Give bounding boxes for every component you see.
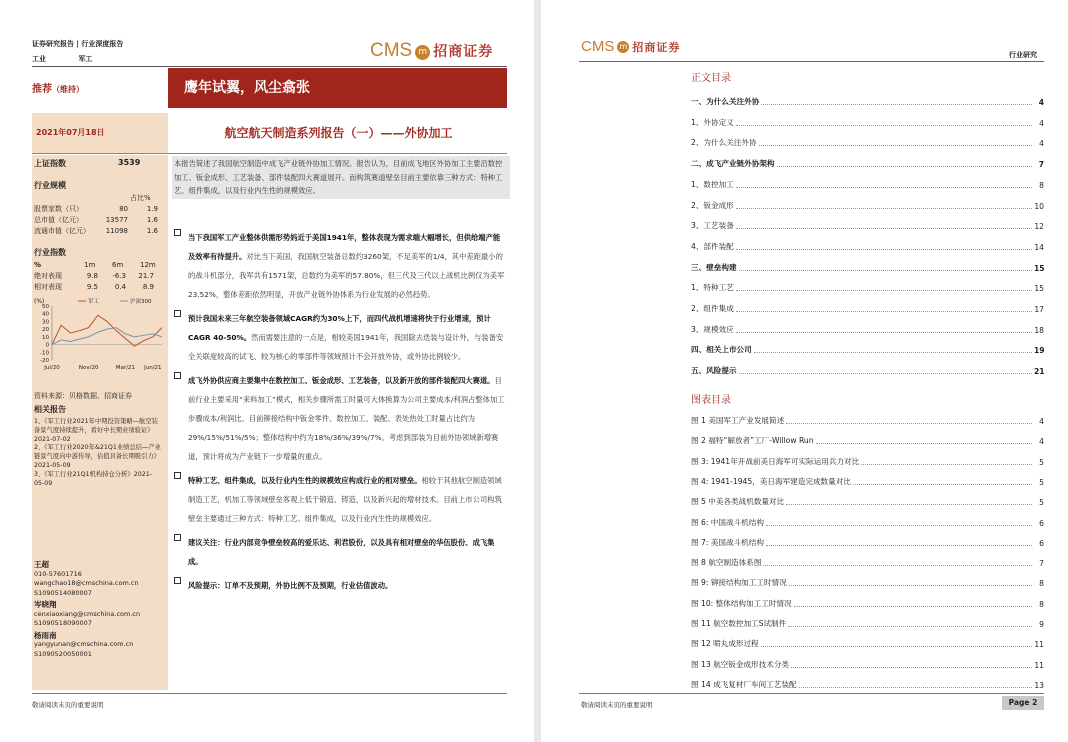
- figure-toc-entry[interactable]: [691, 618, 1044, 629]
- toc-leader: [736, 311, 1032, 312]
- figure-toc-entry[interactable]: [691, 456, 1044, 467]
- toc-entry-page: 15: [1034, 284, 1044, 294]
- scale-row-share: 1.9: [146, 205, 158, 213]
- analyst-phone: 010-57601716: [34, 569, 82, 578]
- bullet-lead: 成飞外协供应商主要集中在数控加工、钣金成形、工艺装备，以及新开放的部件装配四大赛道。: [188, 376, 495, 385]
- toc-entry-label: 1、外协定义: [691, 117, 734, 127]
- brand-logo-mark-icon: m: [415, 45, 430, 60]
- scale-row-name: 流通市值（亿元）: [34, 227, 90, 235]
- square-bullet-icon: [174, 577, 181, 584]
- header-sector-sub: 军工: [78, 55, 93, 63]
- figure-toc-title: 图表目录: [691, 395, 731, 406]
- index-row-value: 9.5: [86, 283, 98, 291]
- square-bullet-icon: [174, 229, 181, 236]
- index-row-value: 21.7: [138, 272, 154, 280]
- toc-entry[interactable]: [691, 262, 1044, 273]
- toc-entry[interactable]: [691, 365, 1044, 376]
- header-rule: [579, 61, 1044, 62]
- figure-toc-page: 5: [1039, 457, 1044, 467]
- toc-leader: [766, 545, 1032, 546]
- analyst-id: S1090518090007: [34, 619, 92, 627]
- scale-row-value: 11098: [105, 227, 128, 235]
- report-page-2: [541, 0, 1068, 742]
- figure-toc-page: 7: [1039, 559, 1044, 569]
- header-sector: [32, 55, 92, 64]
- figure-toc-page: 13: [1034, 680, 1044, 690]
- figure-toc-entry[interactable]: [691, 517, 1044, 528]
- toc-leader: [786, 423, 1032, 424]
- figure-toc-entry[interactable]: [691, 435, 1044, 446]
- figure-toc-page: 5: [1039, 498, 1044, 508]
- toc-entry-label: 二、成飞产业链外协架构: [691, 159, 775, 169]
- bullet-item: [172, 530, 506, 568]
- performance-chart: [32, 294, 168, 374]
- footer-rule: [579, 693, 1044, 694]
- index-row-name: 绝对表现: [34, 272, 62, 280]
- figure-toc-page: 6: [1039, 518, 1044, 528]
- index-label: 上证指数: [34, 159, 66, 168]
- toc-entry[interactable]: [691, 282, 1044, 293]
- figure-toc-label: 图 4: 1941-1945，美日海军建造完成数量对比: [691, 476, 851, 486]
- analyst-email[interactable]: wangchao18@cmschina.com.cn: [34, 579, 139, 587]
- chart-ytick-label: 10: [42, 334, 49, 341]
- toc-leader: [736, 187, 1032, 188]
- index-row-value: -6.3: [112, 272, 126, 280]
- index-value: 3539: [118, 158, 141, 167]
- toc-leader: [761, 646, 1032, 647]
- chart-source: 资料来源：贝格数据、招商证券: [34, 392, 132, 400]
- chart-ytick-label: 40: [42, 311, 49, 318]
- figure-toc-label: 图 12 喷丸成形过程: [691, 639, 759, 649]
- toc-entry[interactable]: [691, 200, 1044, 211]
- figure-toc-page: 5: [1039, 477, 1044, 487]
- header-sector-industry: 工业: [32, 55, 46, 63]
- figure-toc-label: 图 6: 中国战斗机结构: [691, 517, 764, 527]
- figure-toc-label: 图 5 中美各类战机数量对比: [691, 497, 785, 507]
- rating: [32, 80, 84, 95]
- scale-row-share: 1.6: [146, 227, 158, 235]
- footer-note: 敬请阅读末页的重要说明: [32, 701, 104, 709]
- scale-row-value: 13577: [105, 216, 128, 224]
- figure-toc-entry[interactable]: [691, 496, 1044, 507]
- headline: 鹰年试翼，风尘翕张: [184, 80, 310, 96]
- chart-ytick-label: 30: [42, 319, 49, 326]
- bullet-lead: 特种工艺、组件集成，以及行业内生性的规模效应构成行业的相对壁垒。: [188, 476, 422, 485]
- toc-entry[interactable]: [691, 220, 1044, 231]
- toc-entry-page: 4: [1038, 98, 1044, 107]
- bullet-item: [172, 573, 506, 592]
- figure-toc-entry[interactable]: [691, 638, 1044, 649]
- index-header: %: [34, 261, 42, 269]
- related-report-link[interactable]: 2、《军工行业2020年&21Q1业绩总结—产业链景气度向中游传导，估值具备长期吸引力》2021-05-09: [34, 444, 161, 469]
- toc-entry-page: 10: [1034, 201, 1044, 211]
- toc-leader: [791, 667, 1032, 668]
- chart-legend-label: 沪深300: [130, 299, 152, 305]
- figure-toc-label: 图 8 航空制造体系图: [691, 558, 762, 568]
- chart-ytick-label: -20: [40, 358, 49, 364]
- bullet-item: [172, 225, 506, 301]
- chart-ylabel: (%): [34, 298, 45, 305]
- toc-entry[interactable]: [691, 324, 1044, 335]
- toc-entry-page: 18: [1034, 325, 1044, 335]
- toc-leader: [739, 270, 1032, 271]
- toc-leader: [761, 104, 1032, 105]
- toc-leader: [736, 332, 1032, 333]
- date-band: [32, 113, 168, 153]
- analyst-email[interactable]: cenxiaoxiang@cmschina.com.cn: [34, 609, 141, 618]
- scale-row-value: 80: [119, 205, 128, 213]
- chart-ytick-label: 20: [42, 327, 49, 334]
- toc-leader: [853, 484, 1032, 485]
- report-date: 2021年07月18日: [36, 128, 105, 137]
- toc-title: 正文目录: [691, 73, 731, 84]
- toc-entry-label: 2、为什么关注外协: [691, 138, 757, 148]
- toc-entry-page: 17: [1034, 305, 1044, 314]
- related-report-link[interactable]: 3、《军工行业21Q1机构持仓分析》2021-05-09: [34, 470, 152, 487]
- rating-sub: （维持）: [52, 85, 84, 94]
- chart-ytick-label: 0: [45, 342, 49, 349]
- index-row-name: 相对表现: [34, 283, 62, 291]
- toc-entry-label: 2、钣金成形: [691, 200, 734, 210]
- toc-entry-label: 1、数控加工: [691, 179, 734, 189]
- scale-row-name: 总市值（亿元）: [34, 216, 83, 224]
- bullet-item: [172, 306, 506, 363]
- toc-leader: [736, 228, 1032, 229]
- toc-leader: [736, 290, 1032, 291]
- bullet-text: 目前行业主要采用“来料加工”模式，相关步骤所需工时量可大体换算为公司主要成本/利润占整体加工步骤成本/利润比。目前铆接结构中钣金零件、数控加工、装配、表处热处工时量占比约为29%/15%/51%/5%；整体结构中约为18%/36%/39%/7%。考虑到部装为目前外协领域新增赛道，预计将成为产业链下一步增量的重点。: [188, 376, 505, 461]
- figure-toc-page: 9: [1039, 620, 1044, 629]
- toc-entry-page: 14: [1034, 242, 1044, 252]
- toc-leader: [759, 145, 1032, 146]
- figure-toc-page: 11: [1034, 660, 1044, 670]
- toc-leader: [763, 565, 1032, 566]
- bullet-item: [172, 368, 506, 463]
- bullet-lead: 风险提示：订单不及预期，外协比例不及预期，行业估值波动。: [188, 581, 393, 590]
- index-row-value: 8.9: [142, 283, 154, 291]
- toc-leader: [799, 687, 1032, 688]
- toc-leader: [786, 504, 1032, 505]
- chart-ytick-label: 50: [42, 304, 49, 310]
- toc-entry-label: 一、为什么关注外协: [691, 97, 760, 106]
- toc-entry[interactable]: [691, 179, 1044, 190]
- toc-entry-label: 四、相关上市公司: [691, 345, 752, 355]
- bullet-lead: 预计我国未来三年航空装备领域CAGR约为30%上下，而四代战机增速将快于行业增速，预计CAGR 40-50%。: [188, 314, 491, 342]
- toc-entry[interactable]: [691, 344, 1044, 355]
- figure-toc-page: 11: [1034, 640, 1044, 650]
- toc-entry-label: 4、部件装配: [691, 241, 734, 251]
- figure-toc-label: 图 10: 整体结构加工工时情况: [691, 598, 792, 608]
- toc-leader: [736, 125, 1032, 126]
- related-reports-title: 相关报告: [34, 405, 66, 414]
- brand-logo: [581, 36, 680, 55]
- toc-leader: [736, 249, 1032, 250]
- brand-logo-cms: CMS: [581, 38, 615, 55]
- toc-leader: [816, 443, 1032, 444]
- square-bullet-icon: [174, 472, 181, 479]
- toc-entry[interactable]: [691, 158, 1044, 169]
- toc-entry-page: 19: [1034, 346, 1045, 356]
- toc-entry-page: 15: [1034, 263, 1045, 273]
- analyst-id: S1090520050001: [34, 649, 92, 658]
- scale-row-name: 股票家数（只）: [34, 205, 83, 213]
- bullet-item: [172, 468, 506, 525]
- figure-toc-label: 图 7: 美国战斗机结构: [691, 537, 764, 547]
- bullet-text: 相较于其他航空制造领域制造工艺，机加工等领域壁垒客观上低于锻造、铸造，以及新兴起的增材技术。目前上市公司构筑壁垒主要通过三种方式：特种工艺、组件集成，以及行业内生性的规模效应。: [188, 476, 502, 523]
- footer-rule: [32, 693, 507, 694]
- toc-entry[interactable]: [691, 96, 1044, 107]
- analyst-list: [34, 560, 162, 659]
- toc-entry-page: 8: [1039, 180, 1044, 190]
- subtitle: 航空航天制造系列报告（一）——外协加工: [224, 126, 453, 140]
- brand-logo-cms: CMS: [370, 40, 413, 61]
- analyst-name: 王超: [34, 560, 49, 569]
- figure-toc-page: 8: [1039, 579, 1044, 589]
- toc-entry-label: 五、风险提示: [691, 366, 737, 376]
- index-header: 1m: [84, 261, 96, 269]
- toc-leader: [788, 626, 1032, 627]
- rating-label: 推荐: [32, 84, 52, 95]
- brand-logo-text: 招商证券: [632, 41, 681, 54]
- toc-entry-page: 4: [1039, 139, 1044, 149]
- index-row-value: 9.8: [86, 272, 98, 280]
- analyst-name: 岑晓翔: [34, 600, 57, 609]
- summary-box: 本报告简述了我国航空制造中成飞产业链外协加工情况。报告认为，目前成飞地区外协加工主要沿数控加工、钣金成形、工艺装备、部件装配四大赛道展开。而构筑赛道壁垒目前主要依靠三种方式：特种工艺、组件集成，以及行业内生性的规模效应。: [172, 156, 510, 199]
- figure-toc-label: 图 2 福特“解放者”工厂-Willow Run: [691, 436, 814, 446]
- brand-logo: [370, 40, 493, 62]
- figure-toc-entry[interactable]: [691, 577, 1044, 588]
- index-row-value: 0.4: [114, 283, 126, 291]
- brand-logo-mark-icon: m: [617, 41, 629, 53]
- square-bullet-icon: [174, 310, 181, 317]
- toc-entry-page: 12: [1034, 222, 1044, 232]
- figure-toc-label: 图 13 航空钣金成形技术分类: [691, 659, 790, 669]
- toc-leader: [739, 373, 1032, 374]
- figure-toc-label: 图 1 美国军工产业发展简述: [691, 416, 785, 425]
- bullet-lead: 当下我国军工产业整体供需形势妈近于美国1941年，整体表现为需求端大幅增长，但供给端产能及效率有待提升。: [188, 233, 501, 261]
- chart-xtick-label: Jul/20: [44, 365, 60, 371]
- toc-entry-page: 4: [1039, 118, 1044, 128]
- toc-entry[interactable]: [691, 241, 1044, 252]
- figure-toc-entry[interactable]: [691, 557, 1044, 568]
- footer-note: 敬请阅读末页的重要说明: [581, 701, 653, 709]
- figure-toc-label: 图 11 航空数控加工S试制件: [691, 619, 787, 628]
- chart-legend-label: 军工: [88, 299, 100, 305]
- industry-scale-col-header: 占比%: [130, 194, 151, 202]
- figure-toc-label: 图 14 成飞复材厂车间工艺装配: [691, 679, 797, 689]
- chart-ytick-label: -10: [40, 350, 49, 357]
- industry-scale-title: 行业规模: [34, 181, 66, 190]
- scale-row-share: 1.6: [146, 216, 158, 224]
- figure-toc-page: 4: [1039, 437, 1044, 447]
- bullet-lead: 建议关注：行业内部竞争壁垒较高的爱乐达、利君股份，以及具有相对壁垒的华伍股份、成飞集成。: [188, 538, 495, 566]
- header-rule: [32, 66, 507, 67]
- brand-logo-text: 招商证券: [433, 44, 494, 60]
- toc-leader: [794, 606, 1032, 607]
- toc-entry-page: 7: [1038, 160, 1044, 170]
- headline-banner: [168, 68, 507, 108]
- toc-entry-label: 3、规模效应: [691, 324, 734, 334]
- figure-toc-page: 4: [1039, 417, 1044, 426]
- chart-series-line: [52, 328, 162, 345]
- index-header: 12m: [140, 261, 156, 269]
- header-section-label: 行业研究: [1009, 51, 1037, 59]
- toc-entry-label: 1、特种工艺: [691, 283, 734, 293]
- toc-entry[interactable]: [691, 117, 1044, 128]
- industry-index-title: 行业指数: [34, 248, 66, 257]
- toc-entry-page: 21: [1034, 367, 1045, 377]
- toc-entry-label: 2、组件集成: [691, 304, 734, 313]
- analyst-id: S1090514080007: [34, 588, 92, 597]
- figure-toc-label: 图 3: 1941年开战前美日海军可实际运用兵力对比: [691, 456, 860, 466]
- toc-leader: [777, 166, 1032, 167]
- figure-toc-entry[interactable]: [691, 679, 1044, 690]
- toc-entry-label: 3、工艺装备: [691, 221, 734, 231]
- toc-leader: [789, 585, 1032, 586]
- header-category: 证券研究报告 | 行业深度报告: [32, 40, 124, 48]
- chart-xtick-label: Jun/21: [144, 365, 162, 371]
- square-bullet-icon: [174, 534, 181, 541]
- analyst-name: 杨雨南: [34, 630, 57, 640]
- toc-entry-label: 三、壁垒构建: [691, 262, 737, 272]
- toc-entry[interactable]: [691, 303, 1044, 314]
- toc-leader: [766, 525, 1032, 526]
- figure-toc-page: 8: [1039, 599, 1044, 609]
- toc-leader: [861, 464, 1032, 465]
- bullet-text: 然而需要注意的一点是，相较美国1941年，我国除去迭装与设计外，与装备安全关联度较高的试飞、较为核心的零部件等领域预计不会开放外协，或外协比例较少。: [188, 333, 504, 361]
- figure-toc-page: 6: [1039, 538, 1044, 548]
- toc-leader: [736, 208, 1032, 209]
- toc-entry[interactable]: [691, 137, 1044, 148]
- figure-toc-entry[interactable]: [691, 598, 1044, 609]
- figure-toc-entry[interactable]: [691, 415, 1044, 426]
- title-rule: [32, 153, 507, 154]
- figure-toc-entry[interactable]: [691, 476, 1044, 487]
- chart-xtick-label: Nov/20: [78, 365, 99, 371]
- bullet-list: [172, 225, 506, 597]
- figure-toc-label: 图 9: 铆接结构加工工时情况: [691, 578, 787, 588]
- chart-xtick-label: Mar/21: [115, 365, 135, 371]
- figure-toc-entry[interactable]: [691, 537, 1044, 548]
- bullet-text: 对比当下美国，我国航空装备总数约3260架，不足美军的1/4，其中差距最小的的战斗机部分，我军共有1571架，总数约为美军的57.80%，但三代及三代以上战机比例仅为美军23.52%，整体差距依然明显，开放产业链外协体系为行业发展的必然趋势。: [188, 252, 505, 299]
- figure-toc-entry[interactable]: [691, 659, 1044, 670]
- page-number-badge: Page 2: [1002, 696, 1044, 710]
- toc-leader: [754, 352, 1032, 353]
- square-bullet-icon: [174, 372, 181, 379]
- related-report-link[interactable]: 1、《军工行业2021年中期投资策略—航空装备景气度持续提升，看好中长期业绩验证》2021-07-02: [34, 418, 158, 443]
- related-reports-list: [34, 418, 162, 488]
- analyst-email[interactable]: yangyunan@cmschina.com.cn: [34, 640, 134, 648]
- index-header: 6m: [112, 261, 124, 269]
